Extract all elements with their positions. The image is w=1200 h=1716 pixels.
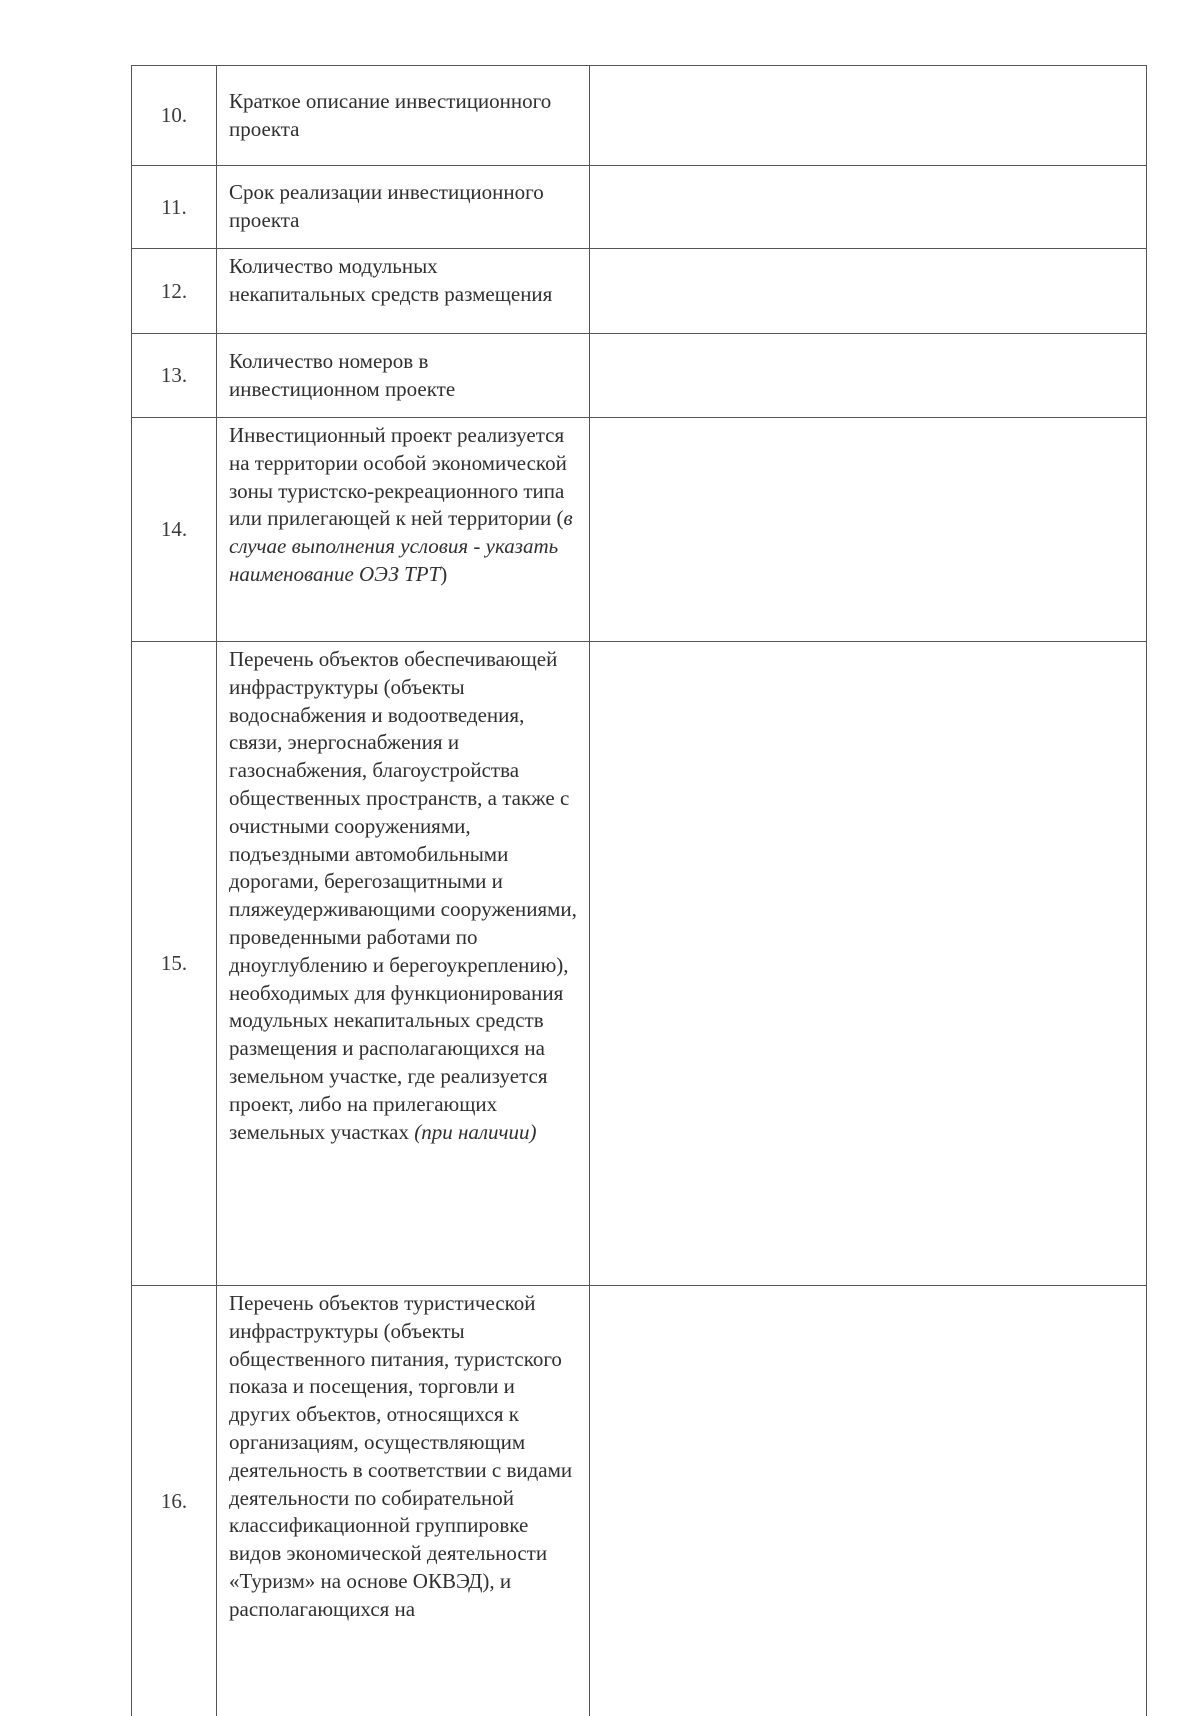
row-description-text: Краткое описание инвестиционного проекта xyxy=(229,88,552,141)
row-description-italic: (при наличии) xyxy=(414,1119,537,1144)
row-value[interactable] xyxy=(590,249,1146,333)
table-row xyxy=(132,418,1146,642)
row-number: 11. xyxy=(132,166,217,248)
row-description-text: Срок реализации инвестиционного проекта xyxy=(229,180,544,232)
row-value[interactable] xyxy=(590,642,1146,1285)
row-value[interactable] xyxy=(590,1286,1146,1716)
row-number: 13. xyxy=(132,334,217,417)
row-description-tail: ) xyxy=(440,561,448,586)
row-number: 16. xyxy=(132,1286,217,1716)
row-description xyxy=(217,418,590,641)
table-row xyxy=(132,249,1146,334)
table-row xyxy=(132,166,1146,249)
form-table xyxy=(131,65,1147,1716)
row-description-text: Перечень объектов туристической инфраструктуры (объекты общественного питания, туристского показа и посещения, торговли и других объектов, относящихся к организациям, осуществляющим деятельность в соответствии с видами деятельности по собирательной классификационной группировке видов экономической деятельности «Туризм» на основе ОКВЭД), и располагающихся на xyxy=(229,1291,573,1621)
row-description-italic: в случае выполнения условия - указать наименование ОЭЗ ТРТ xyxy=(229,506,573,586)
row-number: 12. xyxy=(132,249,217,333)
row-value[interactable] xyxy=(590,66,1146,165)
row-description-text: Количество номеров в инвестиционном проекте xyxy=(229,348,456,401)
table-row xyxy=(132,642,1146,1286)
table-row xyxy=(132,334,1146,418)
table-row xyxy=(132,1286,1146,1716)
row-number: 10. xyxy=(132,66,217,165)
row-description xyxy=(217,334,590,417)
row-number: 15. xyxy=(132,642,217,1285)
row-description-text: Количество модульных некапитальных средств размещения xyxy=(229,254,553,306)
row-description xyxy=(217,1286,590,1716)
row-description xyxy=(217,642,590,1285)
table-row xyxy=(132,66,1146,166)
row-value[interactable] xyxy=(590,166,1146,248)
row-value[interactable] xyxy=(590,418,1146,641)
row-description xyxy=(217,166,590,248)
row-description xyxy=(217,66,590,165)
row-description-text: Инвестиционный проект реализуется на территории особой экономической зоны туристско-рекреационного типа или прилегающей к ней территории ( xyxy=(229,423,567,531)
row-description-text: Перечень объектов обеспечивающей инфраструктуры (объекты водоснабжения и водоотведения, связи, энергоснабжения и газоснабжения, благоустройства общественных пространств, а также с очистными сооружениями, подъездными автомобильными дорогами, берегозащитными и пляжеудерживающими сооружениями, проведенными работами по дноуглублению и берегоукреплению), необходимых для функционирования модульных некапитальных средств размещения и располагающихся на земельном участке, где реализуется проект, либо на прилегающих земельных участках xyxy=(229,647,577,1144)
row-description xyxy=(217,249,590,333)
row-value[interactable] xyxy=(590,334,1146,417)
row-number: 14. xyxy=(132,418,217,641)
